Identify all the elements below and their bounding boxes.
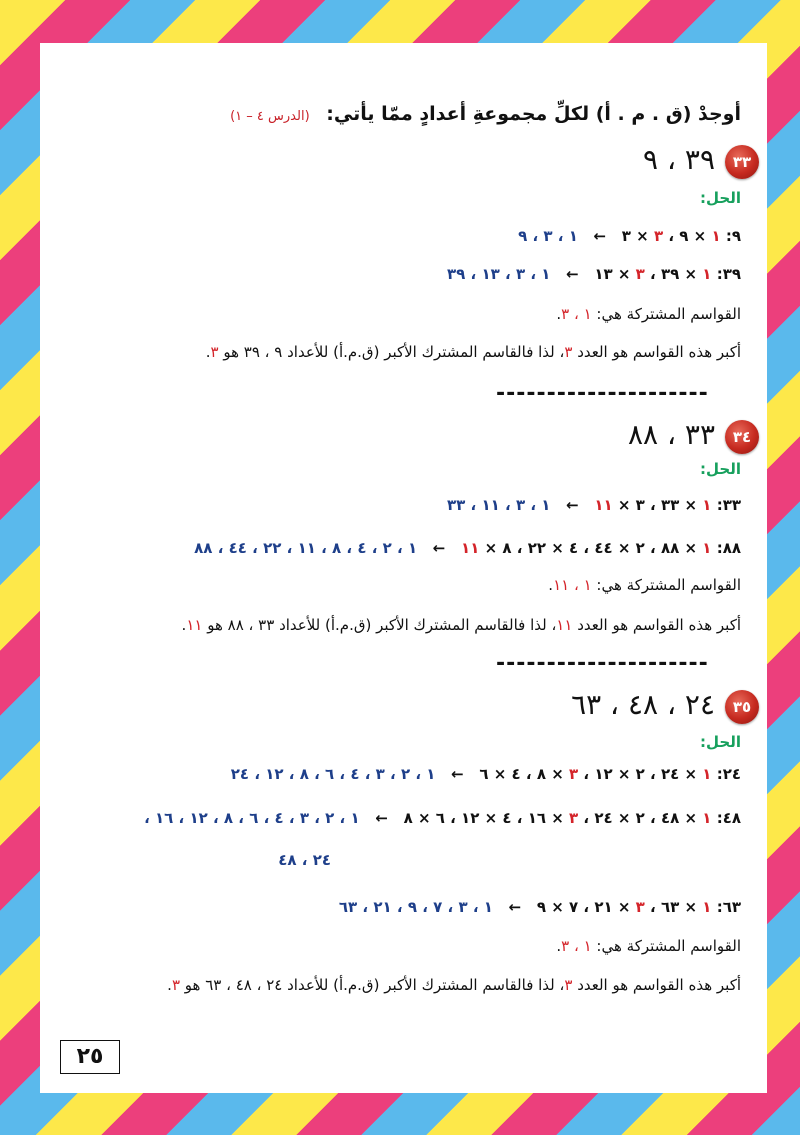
gcf-statement: أكبر هذه القواسم هو العدد ٣، لذا فالقاسم المشترك الأكبر (ق.م.أ) للأعداد ٢٤ ، ٤٨ ، ٦٣ هو ٣. [167, 976, 741, 994]
factor-row: ٤٨: ١ × ٤٨ ، ٢ × ٢٤ ، ٣ × ١٦ ، ٤ × ١٢ ، ٦ × ٨ ← ١ ، ٢ ، ٣ ، ٤ ، ٦ ، ٨ ، ١٢ ، ١٦ ، [144, 809, 741, 827]
row-label: ٤٨: [716, 809, 741, 827]
separator-line: --------------------- [496, 381, 709, 406]
problem-numbers: ٣٣ ، ٨٨ [628, 418, 715, 451]
heading-text: أوجدْ (ق . م . أ) لكلِّ مجموعةِ أعدادٍ ممّا يأتي: [326, 103, 741, 125]
factor-row: ٢٤: ١ × ٢٤ ، ٢ × ١٢ ، ٣ × ٨ ، ٤ × ٦ ← ١ ، ٢ ، ٣ ، ٤ ، ٦ ، ٨ ، ١٢ ، ٢٤ [230, 765, 741, 783]
factor-row: ٣٩: ١ × ٣٩ ، ٣ × ١٣ ← ١ ، ٣ ، ١٣ ، ٣٩ [447, 265, 741, 283]
factor-row: ٦٣: ١ × ٦٣ ، ٣ × ٢١ ، ٧ × ٩ ← ١ ، ٣ ، ٧ ، ٩ ، ٢١ ، ٦٣ [338, 898, 741, 916]
row-label: ٨٨: [716, 539, 741, 557]
factor-row: ٣٣: ١ × ٣٣ ، ٣ × ١١ ← ١ ، ٣ ، ١١ ، ٣٣ [447, 496, 741, 514]
factor-list: ١ ، ٣ ، ١٣ ، ٣٩ [447, 265, 551, 283]
lesson-reference: (الدرس ٤ – ١) [230, 109, 310, 124]
row-label: ٢٤: [716, 765, 741, 783]
factor-row: ٨٨: ١ × ٨٨ ، ٢ × ٤٤ ، ٤ × ٢٢ ، ٨ × ١١ ← ١ ، ٢ ، ٤ ، ٨ ، ١١ ، ٢٢ ، ٤٤ ، ٨٨ [194, 539, 741, 557]
factor-list-continued: ٢٤ ، ٤٨ [278, 851, 331, 869]
factor-list: ١ ، ٢ ، ٤ ، ٨ ، ١١ ، ٢٢ ، ٤٤ ، ٨٨ [194, 539, 418, 557]
solution-label: الحل: [700, 460, 741, 478]
arrow-icon: ← [508, 898, 522, 916]
arrow-icon: ← [432, 539, 446, 557]
page-number: ٢٥ [60, 1040, 120, 1074]
page [40, 43, 767, 1093]
gcf-statement: أكبر هذه القواسم هو العدد ٣، لذا فالقاسم المشترك الأكبر (ق.م.أ) للأعداد ٩ ، ٣٩ هو ٣. [205, 343, 741, 361]
common-factors: القواسم المشتركة هي: ١ ، ٣. [556, 937, 741, 955]
gcf-statement: أكبر هذه القواسم هو العدد ١١، لذا فالقاسم المشترك الأكبر (ق.م.أ) للأعداد ٣٣ ، ٨٨ هو ١١. [181, 616, 741, 634]
problem-number-badge: ٣٤ [725, 420, 759, 454]
factor-row: ٩: ١ × ٩ ، ٣ × ٣ ← ١ ، ٣ ، ٩ [518, 227, 741, 245]
arrow-icon: ← [593, 227, 607, 245]
factor-list: ١ ، ٢ ، ٣ ، ٤ ، ٦ ، ٨ ، ١٢ ، ٢٤ [230, 765, 436, 783]
arrow-icon: ← [566, 496, 579, 514]
row-label: ٦٣: [716, 898, 741, 916]
factor-list: ١ ، ٣ ، ٧ ، ٩ ، ٢١ ، ٦٣ [338, 898, 493, 916]
arrow-icon: ← [566, 265, 579, 283]
arrow-icon: ← [375, 809, 388, 827]
separator-line: --------------------- [496, 651, 709, 676]
arrow-icon: ← [451, 765, 464, 783]
row-label: ٣٩: [716, 265, 741, 283]
problem-number-badge: ٣٥ [725, 690, 759, 724]
solution-label: الحل: [700, 733, 741, 751]
common-factors: القواسم المشتركة هي: ١ ، ٣. [556, 305, 741, 323]
problem-numbers: ٢٤ ، ٤٨ ، ٦٣ [571, 688, 715, 721]
factor-list: ١ ، ٣ ، ٩ [518, 227, 578, 245]
exercise-heading [230, 103, 741, 125]
problem-numbers: ٣٩ ، ٩ [643, 143, 715, 176]
common-factors: القواسم المشتركة هي: ١ ، ١١. [548, 576, 741, 594]
problem-number-badge: ٣٣ [725, 145, 759, 179]
solution-label: الحل: [700, 189, 741, 207]
row-label: ٩: [725, 227, 741, 245]
row-label: ٣٣: [716, 496, 741, 514]
factor-list: ١ ، ٣ ، ١١ ، ٣٣ [447, 496, 551, 514]
factor-list: ١ ، ٢ ، ٣ ، ٤ ، ٦ ، ٨ ، ١٢ ، ١٦ ، [144, 809, 360, 827]
